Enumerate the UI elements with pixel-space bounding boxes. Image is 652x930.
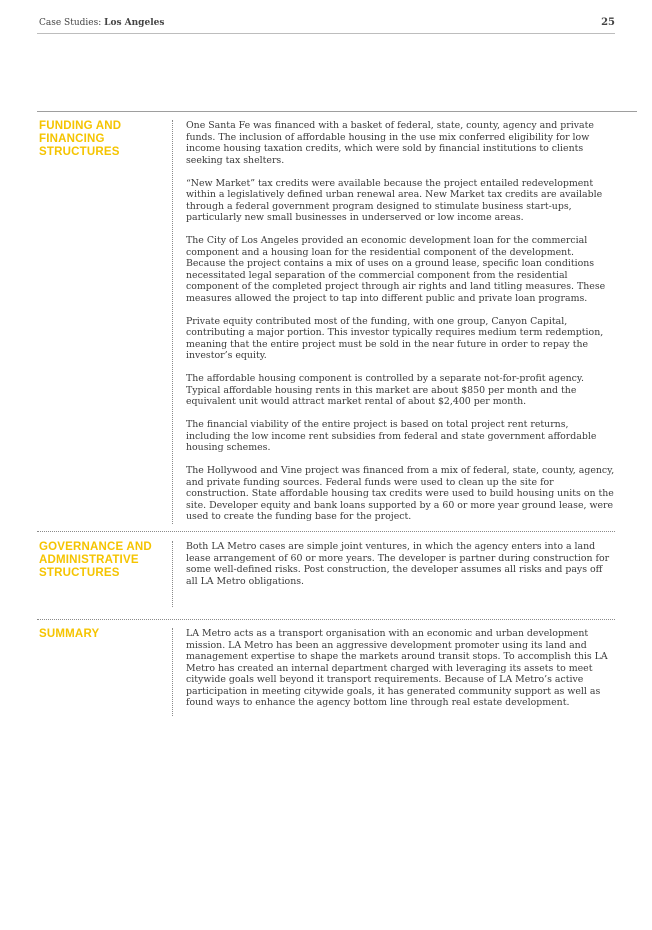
header-title — [39, 18, 164, 28]
header-title-prefix: Case Studies: — [39, 18, 105, 28]
paragraph: Both LA Metro cases are simple joint ventures, in which the agency enters into a land lease arrangement of 60 or more years. The developer is partner during construction for some well-defined risks. Post construction, the developer assumes all risks and pays off all LA Metro obligations. — [186, 541, 610, 587]
section-funding — [39, 120, 615, 524]
section-body — [186, 541, 615, 587]
paragraph: The affordable housing component is controlled by a separate not-for-profit agency. Typical affordable housing rents in this market are about $850 per month and the equivalent unit would attract market rental of about $2,400 per month. — [186, 373, 584, 407]
page-number: 25 — [601, 17, 615, 28]
paragraph: One Santa Fe was financed with a basket of federal, state, county, agency and private funds. The inclusion of affordable housing in the use mix conferred eligibility for low income housing taxation credits, which were sold by financial institutions to clients seeking tax shelters. — [186, 120, 594, 166]
section-vertical-rule — [172, 541, 173, 607]
section-heading: GOVERNANCE AND ADMINISTRATIVE STRUCTURES — [39, 541, 152, 579]
paragraph: The financial viability of the entire project is based on total project rent returns, including the low income rent subsidies from federal and state government affordable housing schemes. — [186, 419, 597, 453]
section-vertical-rule — [172, 628, 173, 716]
paragraph: “New Market” tax credits were available because the project entailed redevelopment within a legislatively defined urban renewal area. New Market tax credits are available through a federal government program designed to stimulate business start-ups, particularly new small businesses in underserved or low income areas. — [186, 177, 603, 223]
section-summary — [39, 628, 615, 716]
running-header — [39, 14, 615, 34]
section-body — [186, 120, 615, 523]
section-governance — [39, 541, 615, 607]
header-title-bold: Los Angeles — [104, 18, 165, 28]
section-top-rule — [37, 111, 637, 112]
section-vertical-rule — [172, 120, 173, 524]
section-heading: FUNDING AND FINANCING STRUCTURES — [39, 120, 122, 158]
section-heading: SUMMARY — [39, 628, 100, 640]
section-divider — [37, 619, 615, 620]
section-body — [186, 628, 615, 709]
paragraph: The City of Los Angeles provided an economic development loan for the commercial component and a housing loan for the residential component of the development. Because the project contains a mix of uses on a ground lease, specific loan conditions necessitated legal separation of the commercial component from the residential component of the completed project through air rights and land titling measures. These measures allowed the project to tap into different public and private loan programs. — [186, 235, 606, 304]
paragraph: The Hollywood and Vine project was financed from a mix of federal, state, county, agency, and private funding sources. Federal funds were used to clean up the site for construction. State affordable housing tax credits were used to build housing units on the site. Developer equity and bank loans supported by a 60 or more year ground lease, were used to create the funding base for the project. — [186, 465, 615, 522]
section-divider — [37, 531, 615, 532]
paragraph: LA Metro acts as a transport organisation with an economic and urban development mission. LA Metro has been an aggressive development promoter using its land and management expertise to shape the markets around transit stops. To accomplish this LA Metro has created an internal department charged with leveraging its assets to meet citywide goals well beyond it transport requirements. Because of LA Metro’s active participation in meeting citywide goals, it has generated community support as well as found ways to enhance the agency bottom line through real estate development. — [186, 628, 608, 708]
paragraph: Private equity contributed most of the funding, with one group, Canyon Capital, contributing a major portion. This investor typically requires medium term redemption, meaning that the entire project must be sold in the near future in order to repay the investor’s equity. — [186, 315, 604, 361]
header-rule — [37, 33, 615, 34]
